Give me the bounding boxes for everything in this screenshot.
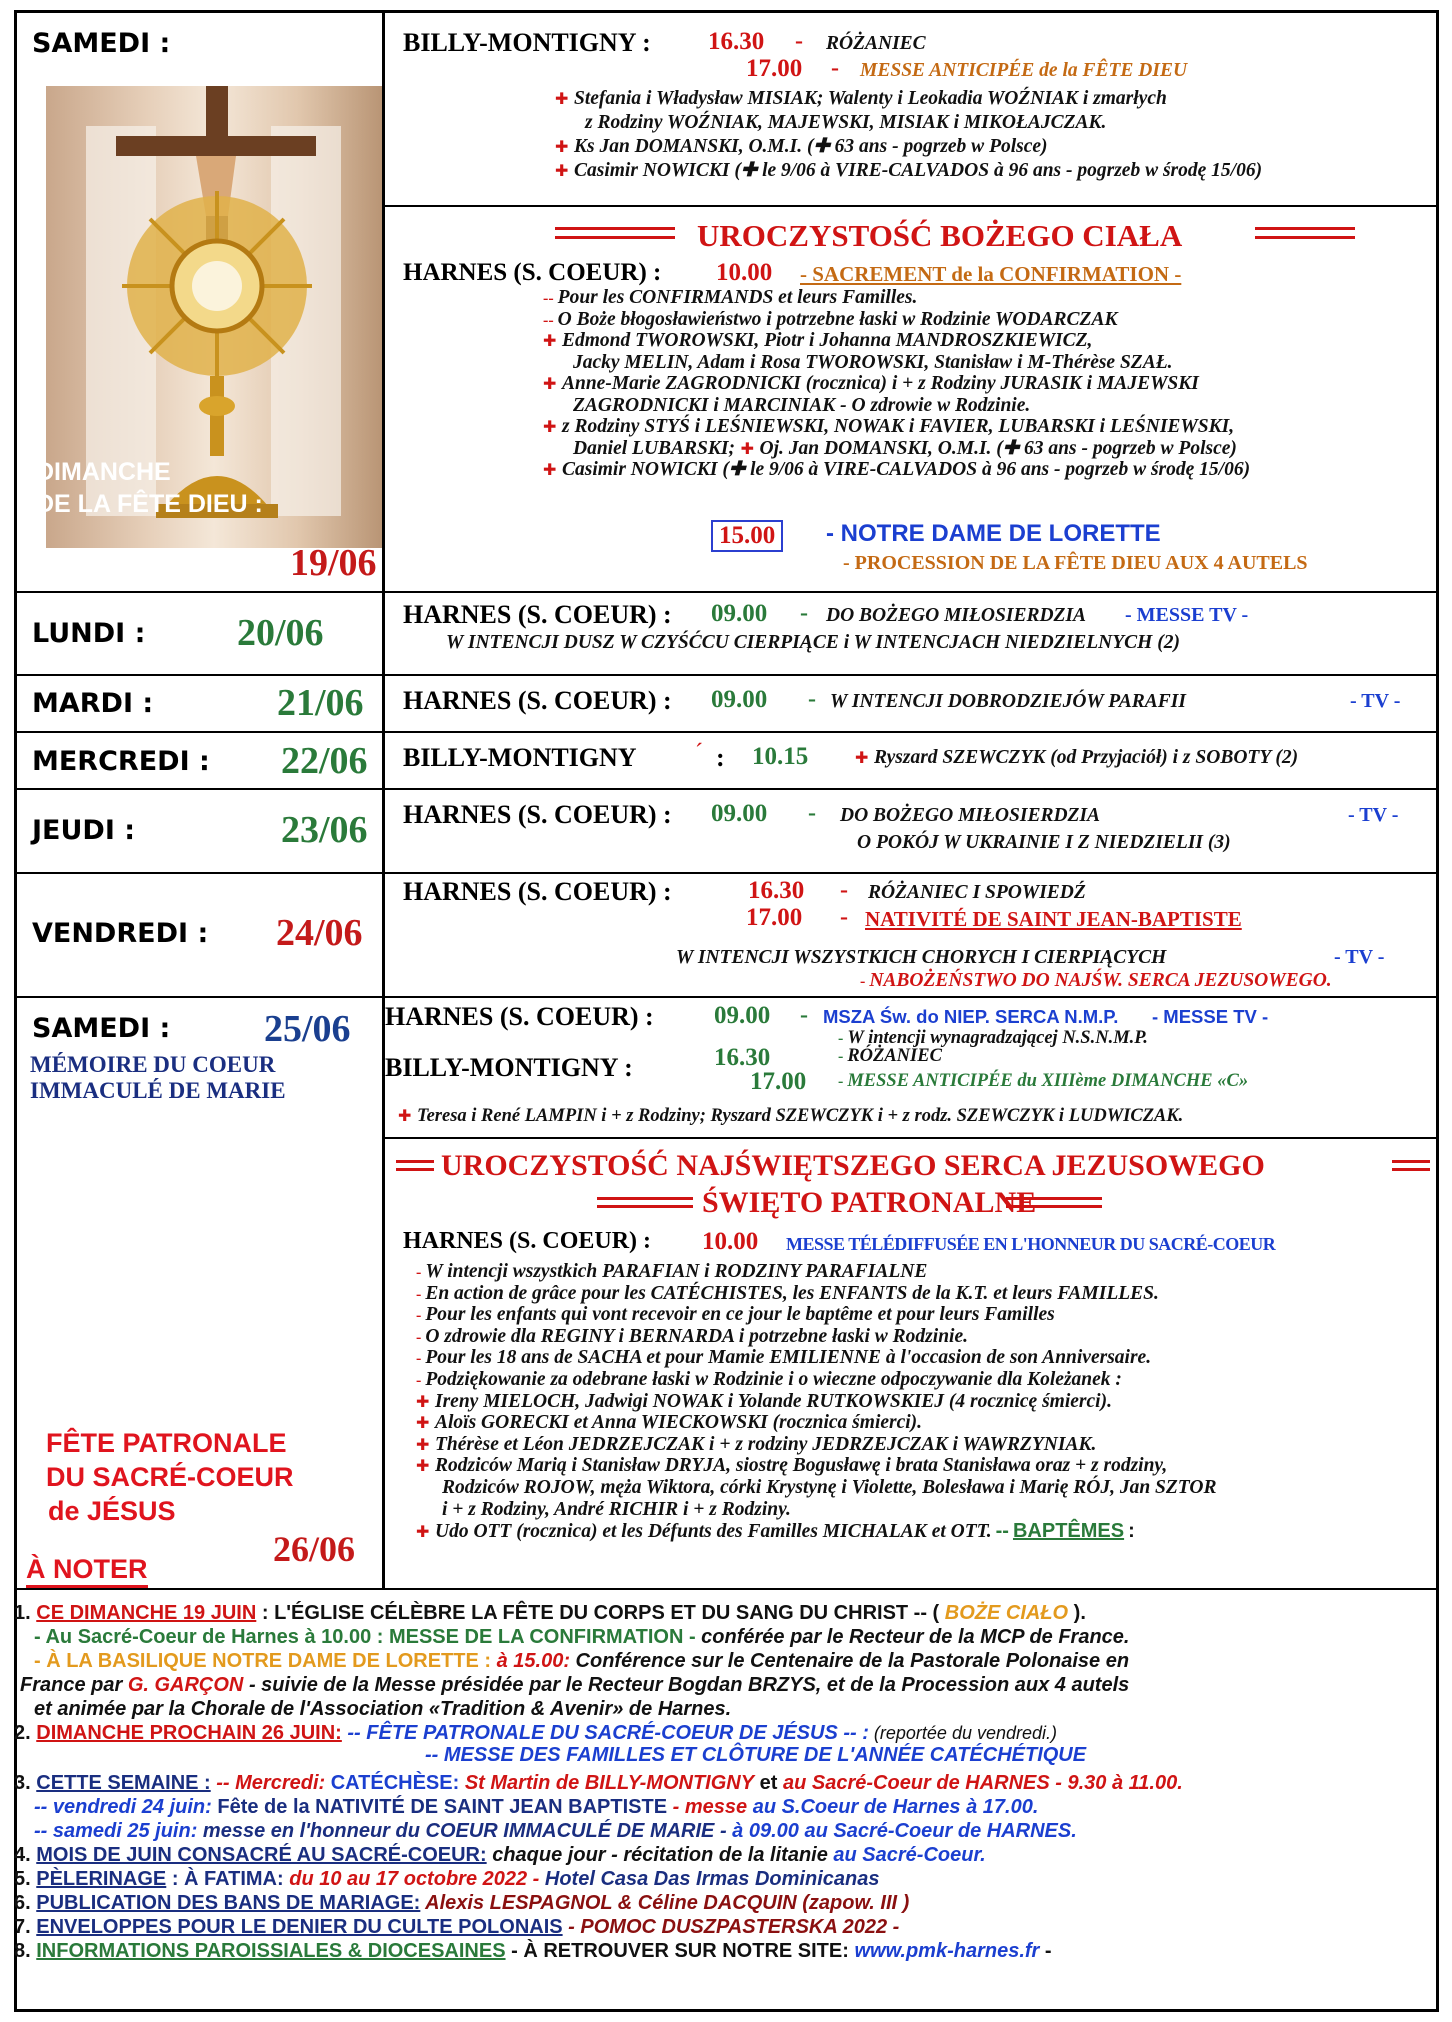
banner-line-left [396, 1160, 434, 1171]
location: HARNES (S. COEUR) : [385, 1002, 654, 1031]
mass-label: MSZA Św. do NIEP. SERCA N.M.P. [823, 1006, 1119, 1027]
separator: - [795, 28, 803, 54]
mass-time: 10.00 [716, 259, 773, 286]
banner-line-left [597, 1197, 693, 1208]
note-link[interactable]: DIMANCHE PROCHAIN 26 JUIN: [36, 1722, 342, 1744]
note-3-line2: -- vendredi 24 juin: Fête de la NATIVITÉ DE SAINT JEAN BAPTISTE - messe au S.Coeur de Harnes à 17.00. [34, 1796, 1039, 1818]
row-divider [382, 1137, 1439, 1139]
location: HARNES (S. COEUR) : [403, 1228, 652, 1254]
separator: - [840, 877, 848, 903]
row-divider [14, 996, 1439, 998]
row-divider [14, 731, 1439, 733]
location: HARNES (S. COEUR) : [403, 877, 672, 906]
notes-heading: À NOTER [26, 1554, 148, 1588]
mass-time: 16.30 [708, 28, 765, 55]
day-label: LUNDI : [32, 618, 146, 649]
banner-line-right [1392, 1160, 1430, 1171]
intention: z Rodziny WOŹNIAK, MAJEWSKI, MISIAK i MIKOŁAJCZAK. [585, 112, 1107, 133]
intention: ZAGRODNICKI i MARCINIAK - O zdrowie w Rodzinie. [573, 394, 1031, 416]
mass-intention: ✚ Ryszard SZEWCZYK (od Przyjaciół) i z SOBOTY (2) [855, 747, 1299, 768]
website-link[interactable]: www.pmk-harnes.fr [848, 1940, 1040, 1962]
separator: - [808, 686, 816, 712]
location: HARNES (S. COEUR) : [403, 259, 662, 286]
column-divider [382, 10, 385, 1588]
patronal-feast-title: de JÉSUS [48, 1496, 176, 1526]
location: HARNES (S. COEUR) : [403, 686, 672, 715]
banner-line-right [1006, 1197, 1102, 1208]
mass-intention: W INTENCJI DOBRODZIEJÓW PARAFII [830, 691, 1186, 712]
boxed-time: 15.00 [711, 520, 783, 552]
mass-time: 17.00 [750, 1068, 807, 1095]
note-6: 6. PUBLICATION DES BANS DE MARIAGE: Alexis LESPAGNOL & Céline DACQUIN (zapow. III ) [14, 1892, 910, 1914]
date-label: 24/06 [276, 912, 363, 954]
mass-label: RÓŻANIEC I SPOWIEDŹ [868, 882, 1086, 903]
mass-time: 09.00 [711, 600, 768, 627]
date-label: 20/06 [237, 612, 324, 654]
intention: Casimir NOWICKI (✚ le 9/06 à VIRE-CALVADOS à 96 ans - pogrzeb w środę 15/06) [561, 459, 1251, 480]
mass-time: 09.00 [711, 800, 768, 827]
intention: Daniel LUBARSKI; [573, 437, 735, 459]
note-8: 8. INFORMATIONS PAROISSIALES & DIOCESAINES - À RETROUVER SUR NOTRE SITE: www.pmk-harnes.fr - [14, 1940, 1052, 1962]
note-1-line3: - À LA BASILIQUE NOTRE DAME DE LORETTE : à 15.00: Conférence sur le Centenaire de la Pastorale Polonaise en [34, 1650, 1130, 1672]
mass-label: MESSE ANTICIPÉE de la FÊTE DIEU [860, 60, 1188, 81]
location: BILLY-MONTIGNY : [403, 28, 651, 57]
memorial-title: IMMACULÉ DE MARIE [30, 1078, 286, 1103]
intention: Casimir NOWICKI (✚ le 9/06 à VIRE-CALVADOS à 96 ans - pogrzeb w środę 15/06) [573, 160, 1263, 181]
intention: Jacky MELIN, Adam i Rosa TWOROWSKI, Stanisław i M-Thérèse SZAŁ. [573, 351, 1173, 373]
note-link[interactable]: PÈLERINAGE [36, 1868, 167, 1890]
feast-banner: UROCZYSTOŚĆ BOŻEGO CIAŁA [697, 218, 1183, 253]
separator: - [800, 600, 808, 626]
note-4: 4. MOIS DE JUIN CONSACRÉ AU SACRÉ-COEUR: chaque jour - récitation de la litanie au Sacré-Coeur. [14, 1844, 986, 1866]
day-label: JEUDI : [32, 815, 136, 846]
date-label: 25/06 [264, 1008, 351, 1050]
lorette-label: - NOTRE DAME DE LORETTE [826, 520, 1161, 547]
note-5: 5. PÈLERINAGE : À FATIMA: du 10 au 17 octobre 2022 - Hotel Casa Das Irmas Dominicanas [14, 1868, 880, 1890]
note-1-line2: - Au Sacré-Coeur de Harnes à 10.00 : MESSE DE LA CONFIRMATION - conférée par le Recteur de la MCP de France. [34, 1626, 1130, 1648]
mass-time: 17.00 [746, 904, 803, 931]
location: BILLY-MONTIGNY : [385, 1053, 633, 1082]
tv-tag: - MESSE TV - [1152, 1006, 1269, 1027]
separator: - [800, 1002, 808, 1028]
mass-time: 09.00 [714, 1002, 771, 1029]
note-link[interactable]: CE DIMANCHE 19 JUIN [36, 1602, 257, 1624]
patronal-feast-title: DU SACRÉ-COEUR [46, 1462, 294, 1492]
intention: z Rodziny STYŚ i LEŚNIEWSKI, NOWAK i FAVIER, LUBARSKI i LEŚNIEWSKI, [561, 416, 1235, 437]
intention: Anne-Marie ZAGRODNICKI (rocznica) i + z Rodziny JURASIK i MAJEWSKI [561, 373, 1199, 394]
row-divider [14, 1588, 1439, 1590]
mass-time: 10.15 [752, 743, 809, 770]
mass-intention: ✚ Teresa i René LAMPIN i + z Rodziny; Ryszard SZEWCZYK i + z rodz. SZEWCZYK i LUDWICZAK. [398, 1106, 1184, 1126]
mass-label: - MESSE ANTICIPÉE du XIIIème DIMANCHE «C» [838, 1071, 1249, 1091]
intention-list: ✚ Stefania i Władysław MISIAK; Walenty i Leokadia WOŹNIAK i zmarłych z Rodziny WOŹNIAK, MAJEWSKI, MISIAK i MIKOŁAJCZAK. ✚ Ks Jan DOMANSKI, O.M.I. (✚ 63 ans - pogrzeb w Polsce) ✚ Casimir NOWICKI (✚ le 9/06 à VIRE-CALVADOS à 96 ans - pogrzeb w środę 15/06) [555, 88, 1263, 181]
row-divider [14, 788, 1439, 790]
tv-tag: - TV - [1348, 804, 1399, 826]
day-label: SAMEDI : [32, 1013, 171, 1044]
mass-label: NATIVITÉ DE SAINT JEAN-BAPTISTE [865, 907, 1242, 931]
mass-intention: - NABOŻEŃSTWO DO NAJŚW. SERCA JEZUSOWEGO. [860, 970, 1332, 991]
intention-list: -- Pour les CONFIRMANDS et leurs Familles. -- O Boże błogosławieństwo i potrzebne łaski w Rodzinie WODARCZAK ✚ Edmond TWOROWSKI, Piotr i Johanna MANDROSZKIEWICZ, Jacky MELIN, Adam i Rosa TWOROWSKI, Stanisław i M-Thérèse SZAŁ. ✚ Anne-Marie ZAGRODNICKI (rocznica) i + z Rodziny JURASIK i MAJEWSKI ZAGRODNICKI i MARCINIAK - O zdrowie w Rodzinie. ✚ z Rodziny STYŚ i LEŚNIEWSKI, NOWAK i FAVIER, LUBARSKI i LEŚNIEWSKI, Daniel LUBARSKI; ✚ Oj. Jan DOMANSKI, O.M.I. (✚ 63 ans - pogrzeb w Polsce) ✚ Casimir NOWICKI (✚ le 9/06 à VIRE-CALVADOS à 96 ans - pogrzeb w środę 15/06) [543, 287, 1251, 480]
photo-caption-line1: DIMANCHE [36, 458, 171, 486]
note-link[interactable]: MOIS DE JUIN CONSACRÉ AU SACRÉ-COEUR: [36, 1844, 487, 1866]
row-divider [14, 674, 1439, 676]
location: BILLY-MONTIGNY [403, 743, 637, 772]
date-label: 19/06 [290, 542, 377, 584]
intention: Pour les CONFIRMANDS et leurs Familles. [557, 287, 918, 308]
intention-list: - W intencji wszystkich PARAFIAN i RODZINY PARAFIALNE - En action de grâce pour les CATÉCHISTES, les ENFANTS de la K.T. et leurs FAMILLES. - Pour les enfants qui vont recevoir en ce jour le baptême et pour leurs Familles - O zdrowie dla REGINY i BERNARDA i potrzebne łaski w Rodzinie. - Pour les 18 ans de SACHA et pour Mamie EMILIENNE à l'occasion de son Anniversaire. - Podziękowanie za odebrane łaski w Rodzinie i o wieczne odpoczywanie dla Koleżanek : ✚ Ireny MIELOCH, Jadwigi NOWAK i Yolande RUTKOWSKIEJ (4 rocznicę śmierci). ✚ Aloïs GORECKI et Anna WIECKOWSKI (rocznica śmierci). ✚ Thérèse et Léon JEDRZEJCZAK i + z rodziny JEDRZEJCZAK i WAWRZYNIAK. ✚ Rodziców Marią i Stanisław DRYJA, siostrę Bogusławę i brata Stanisława oraz + z rodziny, Rodziców ROJOW, męża Wiktora, córki Krystynę i Violette, Bolesława i Marię RÓJ, Jan SZTOR i + z Rodziny, André RICHIR i + z Rodziny. ✚ Udo OTT (rocznica) et les Défunts des Familles MICHALAK et OTT. -- BAPTÊMES : [416, 1261, 1217, 1543]
note-1-line5: et animée par la Chorale de l'Association «Tradition & Avenir» de Harnes. [34, 1698, 732, 1720]
day-label: MERCREDI : [32, 746, 210, 777]
intention: Oj. Jan DOMANSKI, O.M.I. (✚ 63 ans - pogrzeb w Polsce) [759, 437, 1237, 459]
baptisms-link[interactable]: BAPTÊMES [1012, 1520, 1125, 1543]
procession-label: - PROCESSION DE LA FÊTE DIEU AUX 4 AUTELS [843, 552, 1308, 574]
date-label: 23/06 [281, 809, 368, 851]
day-label: MARDI : [32, 688, 154, 719]
separator: : [716, 743, 725, 772]
row-divider [14, 591, 1439, 593]
mass-label: - RÓŻANIEC [838, 1046, 942, 1066]
mass-time: 16.30 [714, 1044, 771, 1071]
row-divider [382, 205, 1439, 207]
separator: - [840, 904, 848, 930]
mass-label: MESSE TÉLÉDIFFUSÉE EN L'HONNEUR DU SACRÉ-COEUR [786, 1234, 1276, 1254]
confirmation-label: - SACREMENT de la CONFIRMATION - [800, 262, 1182, 286]
accent-mark: ´ [695, 740, 703, 766]
note-1-line4: France par G. GARÇON - suivie de la Messe présidée par le Recteur Bogdan BRZYS, et de la Procession aux 4 autels [20, 1674, 1130, 1696]
note-link[interactable]: CETTE SEMAINE : [36, 1772, 211, 1794]
banner-line-left [555, 227, 675, 239]
intention: O Boże błogosławieństwo i potrzebne łaski w Rodzinie WODARCZAK [557, 308, 1118, 330]
patronal-feast-title: FÊTE PATRONALE [46, 1428, 287, 1458]
note-7: 7. ENVELOPPES POUR LE DENIER DU CULTE POLONAIS - POMOC DUSZPASTERSKA 2022 - [14, 1916, 900, 1938]
day-label: SAMEDI : [32, 28, 171, 59]
feast-banner: ŚWIĘTO PATRONALNE [702, 1186, 1037, 1219]
note-3: 3. CETTE SEMAINE : -- Mercredi: CATÉCHÈSE: St Martin de BILLY-MONTIGNY et au Sacré-Coeur de HARNES - 9.30 à 11.00. [14, 1772, 1183, 1794]
note-2-line2: -- MESSE DES FAMILLES ET CLÔTURE DE L'ANNÉE CATÉCHÉTIQUE [425, 1744, 1087, 1766]
mass-label: RÓŻANIEC [826, 33, 926, 54]
mass-intention: O POKÓJ W UKRAINIE I Z NIEDZIELII (3) [857, 832, 1231, 853]
mass-time: 09.00 [711, 686, 768, 713]
date-label: 26/06 [273, 1529, 356, 1569]
mass-intention: DO BOŻEGO MIŁOSIERDZIA [840, 805, 1101, 826]
location: HARNES (S. COEUR) : [403, 800, 672, 829]
note-2: 2. DIMANCHE PROCHAIN 26 JUIN: -- FÊTE PATRONALE DU SACRÉ-COEUR DE JÉSUS -- : (reportée du vendredi.) [14, 1722, 1058, 1744]
photo-caption [36, 456, 263, 520]
mass-intention: DO BOŻEGO MIŁOSIERDZIA [826, 605, 1087, 626]
location: HARNES (S. COEUR) : [403, 600, 672, 629]
photo-caption-line2: DE LA FÊTE DIEU : [36, 490, 263, 518]
note-link[interactable]: PUBLICATION DES BANS DE MARIAGE: [36, 1892, 421, 1914]
memorial-title: MÉMOIRE DU COEUR [30, 1052, 276, 1077]
tv-tag: - TV - [1334, 946, 1385, 968]
note-link[interactable]: ENVELOPPES POUR LE DENIER DU CULTE POLONAIS [36, 1916, 563, 1938]
separator: - [808, 800, 816, 826]
note-1: 1. CE DIMANCHE 19 JUIN : L'ÉGLISE CÉLÈBRE LA FÊTE DU CORPS ET DU SANG DU CHRIST -- ( BOŻE CIAŁO ). [14, 1602, 1086, 1624]
note-link[interactable]: INFORMATIONS PAROISSIALES & DIOCESAINES [36, 1940, 506, 1962]
date-label: 21/06 [277, 682, 364, 724]
tv-tag: - MESSE TV - [1125, 604, 1249, 626]
mass-time: 10.00 [702, 1228, 759, 1255]
tv-tag: - TV - [1350, 690, 1401, 712]
banner-line-right [1255, 227, 1355, 239]
intention: Ks Jan DOMANSKI, O.M.I. (✚ 63 ans - pogrzeb w Polsce) [573, 136, 1048, 157]
separator: - [831, 55, 839, 81]
mass-intention: - W intencji wynagradzającej N.S.N.M.P. [838, 1028, 1148, 1048]
intention: Edmond TWOROWSKI, Piotr i Johanna MANDROSZKIEWICZ, [561, 330, 1093, 351]
mass-intention: W INTENCJI WSZYSTKICH CHORYCH I CIERPIĄCYCH [676, 947, 1167, 968]
mass-time: 17.00 [746, 55, 803, 82]
row-divider [14, 872, 1439, 874]
day-label: VENDREDI : [32, 918, 209, 949]
feast-banner: UROCZYSTOŚĆ NAJŚWIĘTSZEGO SERCA JEZUSOWEGO [441, 1149, 1265, 1182]
note-3-line3: -- samedi 25 juin: messe en l'honneur du COEUR IMMACULÉ DE MARIE - à 09.00 au Sacré-Coeur de HARNES. [34, 1820, 1077, 1842]
mass-intention: W INTENCJI DUSZ W CZYŚĆCU CIERPIĄCE i W INTENCJACH NIEDZIELNYCH (2) [446, 632, 1180, 653]
mass-time: 16.30 [748, 877, 805, 904]
intention: Stefania i Władysław MISIAK; Walenty i Leokadia WOŹNIAK i zmarłych [573, 88, 1167, 109]
date-label: 22/06 [281, 740, 368, 782]
